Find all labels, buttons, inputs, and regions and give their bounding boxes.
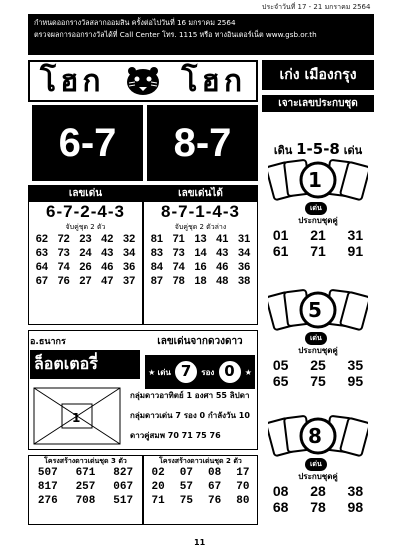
grid-cell: 63 (35, 247, 49, 259)
pair-label: ประกบชุดคู่ (298, 216, 338, 225)
structure-cell: 671 (75, 467, 96, 479)
grid-cell: 43 (216, 247, 229, 259)
pair-number: 05 (272, 357, 289, 373)
left-block-grid (29, 233, 142, 287)
star-info-line: กลุ่มดาวเด่น 7 รอง 0 กำลังวัน 10 (130, 411, 250, 420)
right-panel-subtitle: เจาะเลขประกบชุด (262, 95, 374, 112)
announcement-banner (28, 14, 374, 55)
logo-right-word: โฮก (181, 63, 246, 99)
structure-cell: 708 (75, 495, 96, 507)
structure-cell: 17 (236, 467, 250, 479)
structure-cell: 70 (236, 481, 250, 493)
structure-cell: 517 (113, 495, 134, 507)
page-number: 11 (194, 538, 206, 547)
star-lead-row (145, 355, 255, 389)
logo-left-word: โฮก (40, 63, 105, 99)
structure-cell: 80 (236, 495, 250, 507)
pair-number: 78 (310, 499, 326, 515)
structure-cell: 02 (151, 467, 165, 479)
grid-cell: 23 (79, 233, 92, 245)
pair-label: ประกบชุดคู่ (298, 346, 338, 355)
group-digit: 1 (308, 168, 322, 192)
pair-number: 28 (310, 483, 326, 499)
star-icon: ★ (244, 367, 252, 377)
banner-line-1: กำหนดออกรางวัลสลากออมสิน ครั้งต่อไปวันที่ 16 มกราคม 2564 (34, 18, 236, 27)
right-block-bar: เลขเด่นได้ (144, 186, 257, 202)
pair-group-5 (262, 288, 374, 389)
lottery-brand-small: อ.ธนากร (30, 337, 66, 347)
grid-cell: 27 (79, 275, 92, 287)
star-second-digit: 0 (217, 359, 243, 385)
right-panel-title: เก่ง เมืองกรุง (262, 60, 374, 90)
structure-right (143, 455, 258, 525)
pair-row (262, 243, 374, 259)
structure-left (28, 455, 143, 525)
grid-cell: 13 (194, 233, 207, 245)
grid-cell: 34 (237, 247, 251, 259)
structure-cell: 276 (37, 495, 58, 507)
right-number-block (143, 185, 258, 325)
star-info (130, 386, 250, 446)
structure-right-title: โครงสร้างดาวเด่นชุด 2 ตัว (159, 457, 242, 465)
lottery-logo (30, 334, 140, 380)
left-block-caption: จับคู่ชุด 2 ตัว (65, 223, 106, 231)
structure-cell: 827 (113, 467, 134, 479)
structure-cell: 20 (151, 481, 165, 493)
grid-cell: 87 (150, 275, 164, 287)
grid-cell: 78 (172, 275, 185, 287)
structure-cell: 507 (37, 467, 58, 479)
star-info-line: ดาวคู่สมพ 70 71 75 76 (130, 431, 221, 440)
structure-cell: 07 (179, 467, 193, 479)
pair-row (262, 227, 374, 243)
pair-number: 95 (347, 373, 364, 389)
star-icon: ★ (148, 367, 156, 377)
grid-cell: 64 (35, 261, 49, 273)
grid-cell: 43 (101, 247, 114, 259)
right-panel-lead-line (262, 140, 374, 159)
star-second-label: รอง (201, 367, 215, 377)
left-number-block (28, 185, 143, 325)
star-heading: เลขเด่นจากดวงดาว (157, 336, 243, 347)
structure-cell: 76 (208, 495, 222, 507)
structure-cell: 75 (179, 495, 193, 507)
pair-number: 35 (347, 357, 364, 373)
lottery-brand-big: ล็อตเตอรี่ (30, 350, 140, 379)
grid-cell: 41 (216, 233, 229, 245)
pair-row (262, 483, 374, 499)
grid-cell: 76 (57, 275, 70, 287)
grid-cell: 46 (216, 261, 229, 273)
grid-cell: 47 (101, 275, 114, 287)
grid-cell: 73 (57, 247, 70, 259)
pair-row (262, 499, 374, 515)
lead-pill: เด่น (305, 458, 327, 471)
grid-cell: 36 (237, 261, 251, 273)
structure-cell: 71 (151, 495, 165, 507)
pair-row (262, 357, 374, 373)
pair-number: 38 (347, 483, 364, 499)
big-number-right: 8-7 (147, 105, 258, 181)
pair-number: 91 (347, 243, 364, 259)
structure-left-title: โครงสร้างดาวเด่นชุด 3 ตัว (44, 457, 127, 465)
tiger-icon (123, 65, 163, 97)
grid-cell: 14 (194, 247, 207, 259)
grid-cell: 48 (216, 275, 229, 287)
structure-right-grid (144, 467, 257, 507)
star-lead-label: เด่น (157, 367, 171, 377)
left-block-sequence: 6-7-2-4-3 (46, 202, 125, 221)
grid-cell: 37 (122, 275, 136, 287)
grid-cell: 36 (122, 261, 136, 273)
grid-cell: 62 (35, 233, 49, 245)
grid-cell: 74 (172, 261, 185, 273)
star-lead-digit: 7 (173, 359, 199, 385)
star-lead-area (145, 334, 255, 389)
structure-cell: 817 (37, 481, 58, 493)
grid-cell: 32 (122, 233, 136, 245)
lead-prefix: เดิน (273, 144, 293, 157)
pair-number: 01 (272, 227, 289, 243)
pair-group-8 (262, 414, 374, 515)
lead-suffix: เด่น (343, 144, 363, 157)
grid-cell: 24 (79, 247, 92, 259)
pair-number: 25 (310, 357, 326, 373)
right-block-grid (144, 233, 257, 287)
pair-number: 75 (310, 373, 326, 389)
pair-number: 65 (272, 373, 289, 389)
pair-number: 21 (310, 227, 326, 243)
grid-cell: 83 (150, 247, 164, 259)
structure-cell: 067 (113, 481, 134, 493)
structure-cell: 57 (179, 481, 193, 493)
group-digit: 5 (308, 298, 322, 322)
hok-hok-logo (28, 60, 258, 102)
grid-cell: 46 (101, 261, 114, 273)
banner-line-2: ตรวจผลการออกรางวัลได้ที่ Call Center โทร. 1115 หรือ ทางอินเตอร์เน็ต www.gsb.or.th (34, 30, 317, 39)
grid-cell: 18 (194, 275, 207, 287)
pair-number: 68 (272, 499, 289, 515)
structure-cell: 257 (75, 481, 96, 493)
pair-group-1 (262, 158, 374, 259)
structure-cell: 08 (208, 467, 222, 479)
group-digit: 8 (308, 424, 322, 448)
astrology-chart (32, 386, 122, 446)
star-info-line: กลุ่มดาวอาทิตย์ 1 องศา 55 ลิปดา (130, 391, 250, 400)
pair-number: 61 (272, 243, 289, 259)
grid-cell: 67 (35, 275, 49, 287)
right-block-sequence: 8-7-1-4-3 (161, 202, 240, 221)
structure-left-grid (29, 467, 142, 507)
grid-cell: 71 (172, 233, 185, 245)
grid-cell: 26 (79, 261, 92, 273)
lead-numbers: 1-5-8 (296, 140, 340, 158)
grid-cell: 81 (150, 233, 164, 245)
pair-label: ประกบชุดคู่ (298, 472, 338, 481)
pair-row (262, 373, 374, 389)
lead-pill: เด่น (305, 202, 327, 215)
grid-cell: 42 (101, 233, 114, 245)
grid-cell: 38 (237, 275, 251, 287)
svg-text:1: 1 (72, 411, 81, 425)
structure-cell: 67 (208, 481, 222, 493)
pair-number: 08 (272, 483, 289, 499)
issue-date: ประจำวันที่ 17 - 21 มกราคม 2564 (262, 3, 371, 11)
grid-cell: 34 (122, 247, 136, 259)
pair-number: 71 (310, 243, 326, 259)
grid-cell: 84 (150, 261, 164, 273)
big-number-left: 6-7 (32, 105, 143, 181)
grid-cell: 31 (237, 233, 251, 245)
pair-number: 31 (347, 227, 364, 243)
pair-number: 98 (347, 499, 364, 515)
lead-pill: เด่น (305, 332, 327, 345)
left-block-bar: เลขเด่น (29, 186, 142, 202)
right-block-caption: จับคู่ชุด 2 ตัวล่าง (174, 223, 227, 231)
grid-cell: 16 (194, 261, 207, 273)
grid-cell: 72 (57, 233, 70, 245)
grid-cell: 73 (172, 247, 185, 259)
grid-cell: 74 (57, 261, 70, 273)
